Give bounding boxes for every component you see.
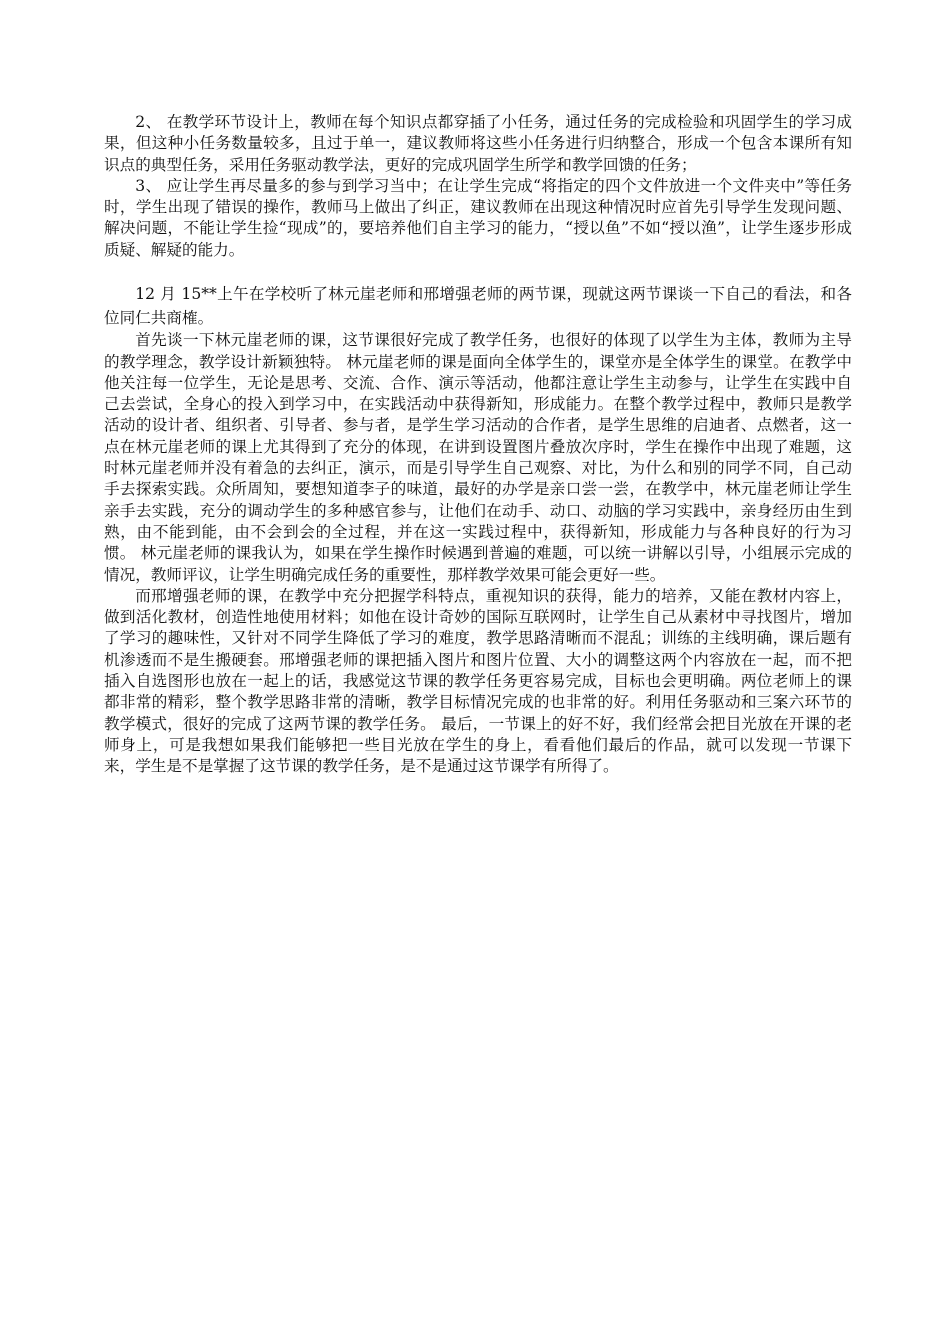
paragraph-intro: 12 月 15**上午在学校听了林元崖老师和邢增强老师的两节课，现就这两节课谈一下自己的看法，和各位同仁共商榷。 — [104, 285, 852, 327]
paragraph-item-2: 2、 在教学环节设计上，教师在每个知识点都穿插了小任务，通过任务的完成检验和巩固学生的学习成果，但这种小任务数量较多，且过于单一，建议教师将这些小任务进行归纳整合，形成一个包含本课所有知识点的典型任务，采用任务驱动教学法，更好的完成巩固学生所学和教学回馈的任务； — [104, 113, 852, 174]
paragraph-gap — [104, 261, 852, 283]
paragraph-xing-review: 而邢增强老师的课，在教学中充分把握学科特点，重视知识的获得，能力的培养，又能在教材内容上，做到活化教材，创造性地使用材料；如他在设计奇妙的国际互联网时，让学生自己从素材中寻找图片，增加了学习的趣味性，又针对不同学生降低了学习的难度，教学思路清晰而不混乱；训练的主线明确，课后题有机渗透而不是生搬硬套。邢增强老师的课把插入图片和图片位置、大小的调整这两个内容放在一起，而不把插入自选图形也放在一起上的话，我感觉这节课的教学任务更容易完成，目标也会更明确。两位老师上的课都非常的精彩，整个教学思路非常的清晰，教学目标情况完成的也非常的好。利用任务驱动和三案六环节的教学模式，很好的完成了这两节课的教学任务。 最后，一节课上的好不好，我们经常会把目光放在开课的老师身上，可是我想如果我们能够把一些目光放在学生的身上，看看他们最后的作品，就可以发现一节课下来，学生是不是掌握了这节课的教学任务，是不是通过这节课学有所得了。 — [104, 586, 852, 776]
paragraph-lin-review: 首先谈一下林元崖老师的课，这节课很好完成了教学任务，也很好的体现了以学生为主体，教师为主导的教学理念，教学设计新颖独特。 林元崖老师的课是面向全体学生的，课堂亦是全体学生的课堂。在教学中他关注每一位学生，无论是思考、交流、合作、演示等活动，他都注意让学生主动参与，让学生在实践中自己去尝试，全身心的投入到学习中，在实践活动中获得新知，形成能力。在整个教学过程中，教师只是教学活动的设计者、组织者、引导者、参与者，是学生学习活动的合作者，是学生思维的启迪者、点燃者，这一点在林元崖老师的课上尤其得到了充分的体现，在讲到设置图片叠放次序时，学生在操作中出现了难题，这时林元崖老师并没有着急的去纠正，演示，而是引导学生自己观察、对比，为什么和别的同学不同，自己动手去探索实践。众所周知，要想知道李子的味道，最好的办学是亲口尝一尝，在教学中，林元崖老师让学生亲手去实践，充分的调动学生的多种感官参与，让他们在动手、动口、动脑的学习实践中，亲身经历由生到熟，由不能到能，由不会到会的全过程，并在这一实践过程中，获得新知，形成能力与各种良好的行为习惯。 林元崖老师的课我认为，如果在学生操作时候遇到普遍的难题，可以统一讲解以引导，小组展示完成的情况，教师评议，让学生明确完成任务的重要性，那样教学效果可能会更好一些。 — [104, 331, 852, 584]
document-body — [104, 112, 852, 778]
paragraph-item-3: 3、 应让学生再尽量多的参与到学习当中；在让学生完成“将指定的四个文件放进一个文件夹中”等任务时，学生出现了错误的操作，教师马上做出了纠正，建议教师在出现这种情况时应首先引导学生发现问题、解决问题，不能让学生捡“现成”的，要培养他们自主学习的能力，“授以鱼”不如“授以渔”，让学生逐步形成质疑、解疑的能力。 — [104, 176, 852, 259]
